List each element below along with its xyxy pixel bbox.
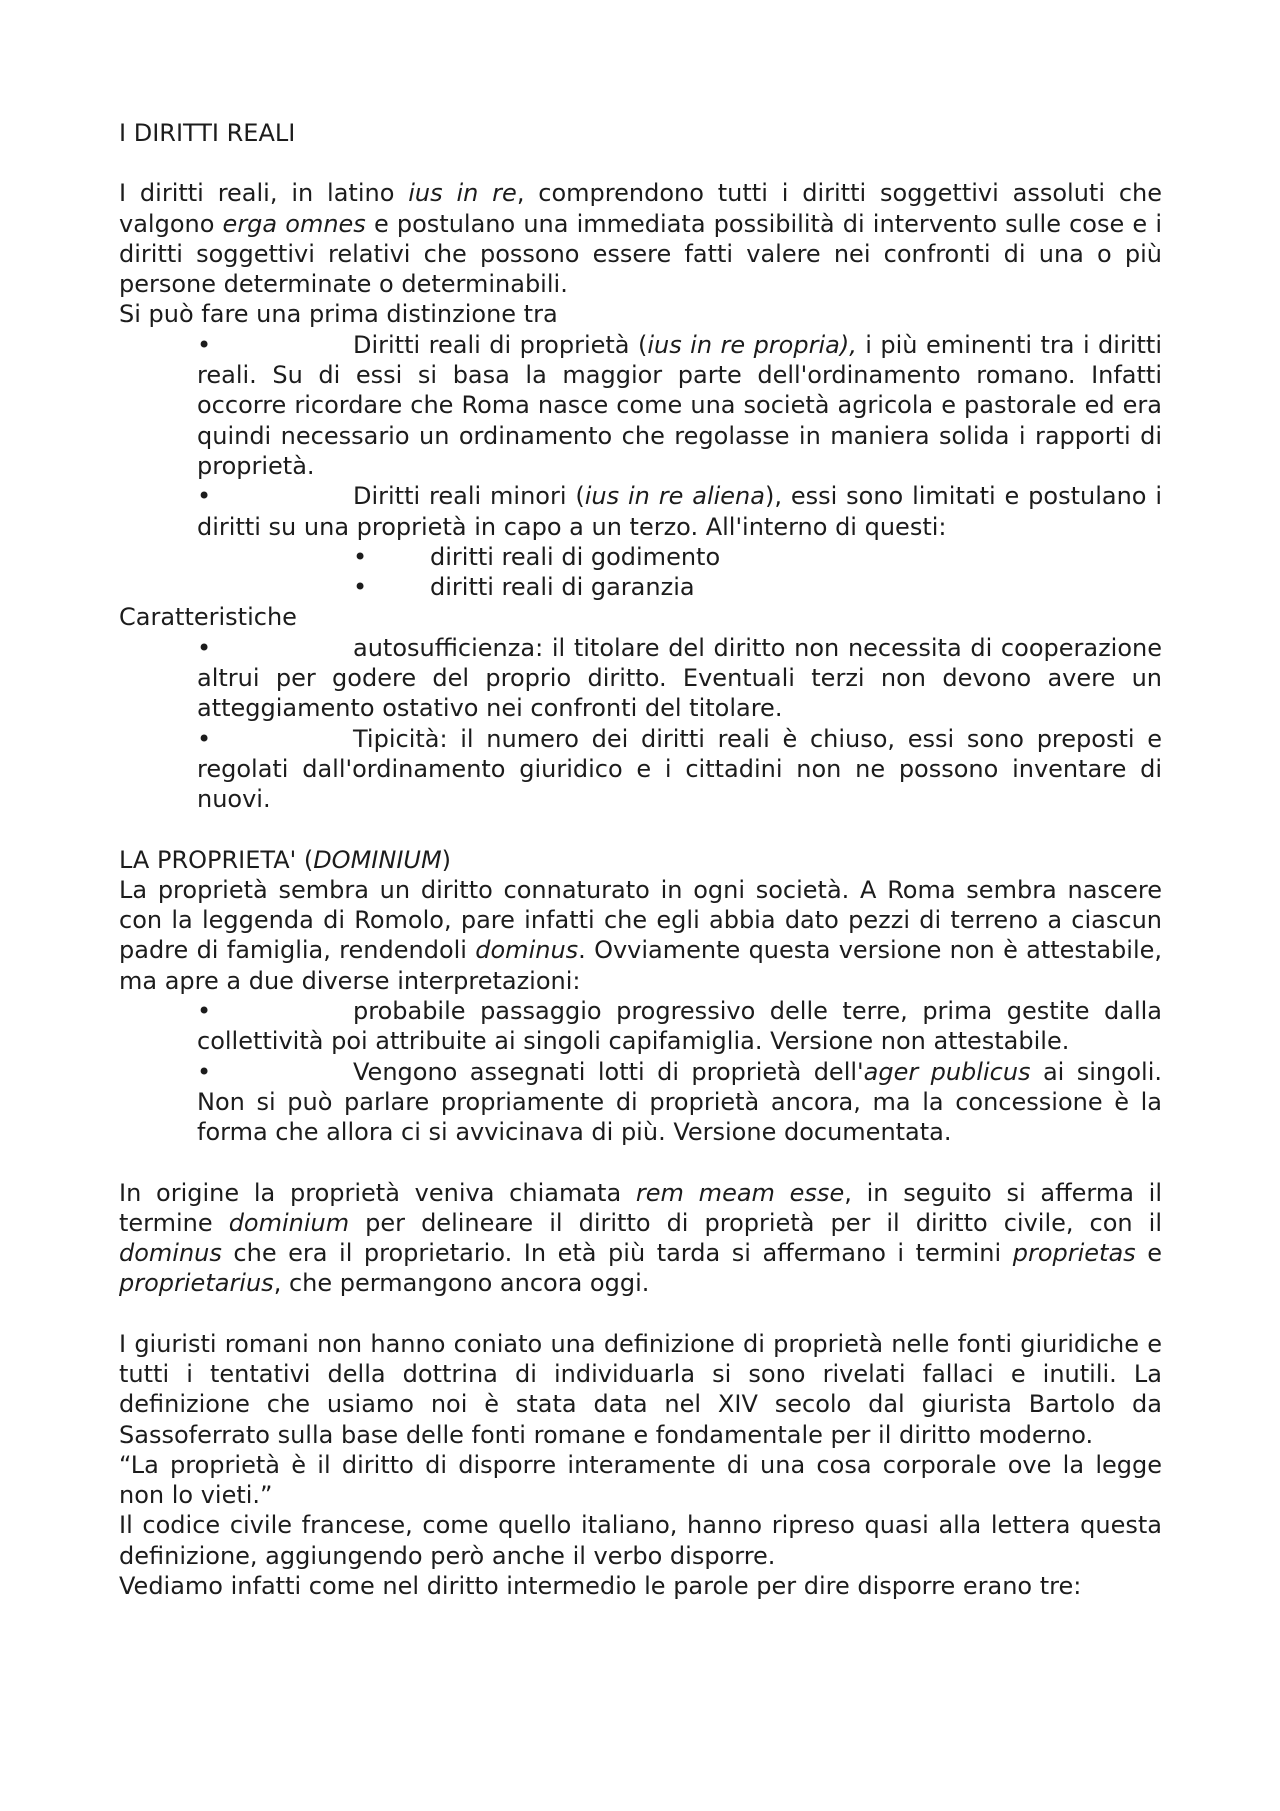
sub-list-item <box>353 542 1162 572</box>
bullet-icon: • <box>197 724 212 753</box>
interpretations-list <box>119 996 1162 1147</box>
distinction-intro: Si può fare una prima distinzione tra <box>119 300 558 329</box>
intro-italic-ius-in-re: ius in re <box>408 179 517 208</box>
para-italic: rem meam esse <box>635 1178 845 1207</box>
list-text: Vengono assegnati lotti di proprietà dell' <box>353 1057 864 1086</box>
characteristics-heading: Caratteristiche <box>119 603 297 632</box>
list-item-ius-in-re-aliena <box>197 481 1162 542</box>
intro-text-1: I diritti reali, in latino <box>119 179 409 208</box>
list-text: Diritti reali di proprietà ( <box>353 330 648 359</box>
spacer <box>119 1299 1162 1329</box>
heading-text: LA PROPRIETA' ( <box>119 845 314 874</box>
intro-text-3: e postulano una immediata possibilità di intervento sulle cose e i diritti soggettivi relativi che possono essere fatti valere nei confronti di una o più persone determinate o determinabili. <box>119 209 1162 299</box>
bullet-icon: • <box>197 482 212 511</box>
spacer <box>119 1148 1162 1178</box>
list-text: Diritti reali minori ( <box>353 482 585 511</box>
spacer <box>119 148 1162 178</box>
para-text: , in seguito si afferma il termine <box>119 1178 1163 1237</box>
para-italic: dominium <box>228 1208 350 1237</box>
para-text: che era il proprietario. In età più tarda si affermano i termini <box>221 1239 1013 1268</box>
paragraph-diritto-intermedio: Vediamo infatti come nel diritto intermedio le parole per dire disporre erano tre: <box>119 1572 1082 1601</box>
list-italic: ius in re propria), <box>647 330 857 359</box>
intro-text-2: , comprendono tutti i diritti soggettivi assoluti che valgono <box>119 179 1163 238</box>
heading-italic-dominium: DOMINIUM <box>313 845 442 874</box>
para-italic: dominus <box>119 1239 222 1268</box>
intro-italic-erga-omnes: erga omnes <box>222 209 366 238</box>
bullet-icon: • <box>197 633 212 662</box>
paragraph-romolo <box>119 875 1162 996</box>
sub-item-text: diritti reali di godimento <box>430 542 721 571</box>
para-text: La proprietà sembra un diritto connaturato in ogni società. A Roma sembra nascere con la leggenda di Romolo, pare infatti che egli abbia dato pezzi di terreno a ciascun padre di famiglia, rendendoli <box>119 875 1162 965</box>
bullet-icon: • <box>197 1057 212 1086</box>
list-italic: ager publicus <box>863 1057 1031 1086</box>
list-text: ), essi sono limitati e postulano i diritti su una proprietà in capo a un terzo. All'interno di questi: <box>197 482 1162 541</box>
bullet-icon: • <box>353 573 368 602</box>
page-title: I DIRITTI REALI <box>119 119 296 147</box>
quote-definition: “La proprietà è il diritto di disporre interamente di una cosa corporale ove la legge non lo vieti.” <box>119 1450 1162 1510</box>
para-text: , che permangono ancora oggi. <box>273 1269 650 1298</box>
para-italic: dominus <box>475 936 579 965</box>
list-item-interpretation-1 <box>197 996 1162 1057</box>
paragraph-origine <box>119 1178 1162 1299</box>
list-item-tipicita <box>197 724 1162 815</box>
distinction-list <box>119 330 1162 542</box>
para-text: . Ovviamente questa versione non è attestabile, ma apre a due diverse interpretazioni: <box>119 936 1163 995</box>
paragraph-giuristi: I giuristi romani non hanno coniato una definizione di proprietà nelle fonti giuridiche e tutti i tentativi della dottrina di individuarla si sono rivelati fallaci e inutili. La definizione che usiamo noi è stata data nel XIV secolo dal giurista Bartolo da Sassoferrato sulla base delle fonti romane e fondamentale per il diritto moderno. <box>119 1329 1162 1449</box>
characteristics-list <box>119 633 1162 815</box>
list-italic: ius in re aliena <box>584 482 765 511</box>
paragraph-codice-civile: Il codice civile francese, come quello italiano, hanno ripreso quasi alla lettera questa definizione, aggiungendo però anche il verbo disporre. <box>119 1511 1162 1570</box>
intro-paragraph <box>119 178 1162 299</box>
bullet-icon: • <box>197 330 212 359</box>
list-item-ius-in-re-propria <box>197 330 1162 481</box>
para-text: e <box>1135 1239 1162 1268</box>
sub-item-text: diritti reali di garanzia <box>430 573 695 602</box>
spacer <box>119 815 1162 845</box>
list-text: ai singoli. Non si può parlare propriamente di proprietà ancora, ma la concessione è la forma che allora ci si avvicinava di più. Versione documentata. <box>197 1057 1162 1147</box>
bullet-icon: • <box>353 542 368 571</box>
list-text: probabile passaggio progressivo delle terre, prima gestite dalla collettività poi attribuite ai singoli capifamiglia. Versione non attestabile. <box>197 997 1162 1056</box>
para-italic: proprietarius <box>119 1269 274 1298</box>
section-heading-proprieta <box>119 845 1162 875</box>
list-text: i più eminenti tra i diritti reali. Su di essi si basa la maggior parte dell'ordinamento romano. Infatti occorre ricordare che Roma nasce come una società agricola e pastorale ed era quindi necessario un ordinamento che regolasse in maniera solida i rapporti di proprietà. <box>197 330 1162 480</box>
para-text: per delineare il diritto di proprietà per il diritto civile, con il <box>349 1208 1162 1237</box>
list-item-interpretation-2 <box>197 1057 1162 1148</box>
list-item-autosufficienza <box>197 633 1162 724</box>
sub-list <box>119 542 1162 603</box>
para-text: In origine la proprietà veniva chiamata <box>119 1178 636 1207</box>
bullet-icon: • <box>197 997 212 1026</box>
heading-text: ) <box>441 845 452 874</box>
para-italic: proprietas <box>1012 1239 1136 1268</box>
sub-list-item <box>353 572 1162 602</box>
list-text: autosufficienza: il titolare del diritto non necessita di cooperazione altrui per godere del proprio diritto. Eventuali terzi non devono avere un atteggiamento ostativo nei confronti del titolare. <box>197 633 1162 723</box>
list-text: Tipicità: il numero dei diritti reali è chiuso, essi sono preposti e regolati dall'ordinamento giuridico e i cittadini non ne possono inventare di nuovi. <box>197 724 1162 814</box>
